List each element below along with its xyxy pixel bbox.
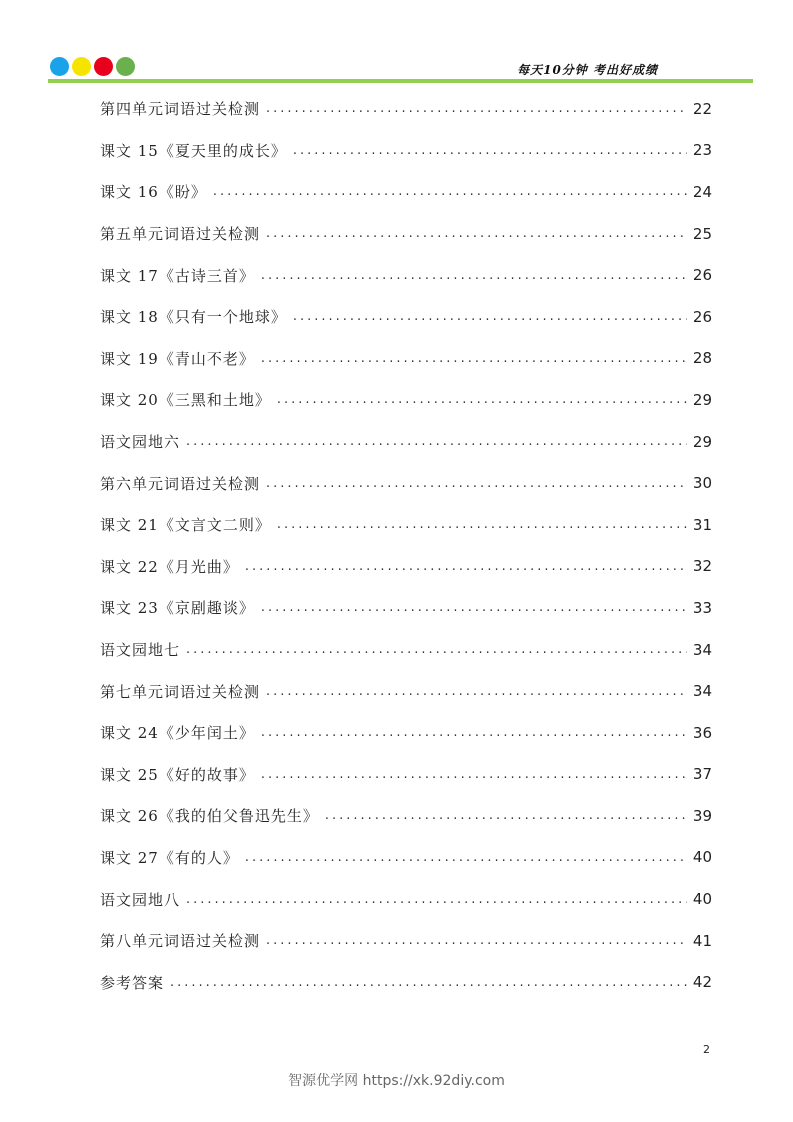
toc-entry-title: 课文 17《古诗三首》 xyxy=(100,266,255,285)
toc-entry-title: 课文 27《有的人》 xyxy=(100,848,239,867)
toc-entry-page: 28 xyxy=(692,349,712,368)
green-dot-icon xyxy=(116,57,135,76)
toc-entry[interactable] xyxy=(100,670,712,712)
toc-entry[interactable] xyxy=(100,754,712,796)
toc-entry-page: 39 xyxy=(692,806,712,825)
toc-entry[interactable] xyxy=(100,254,712,296)
toc-leader-dots xyxy=(293,309,687,324)
toc-entry-page: 36 xyxy=(692,723,712,742)
toc-leader-dots xyxy=(261,600,687,615)
toc-entry-page: 34 xyxy=(692,682,712,701)
toc-entry-title: 课文 21《文言文二则》 xyxy=(100,516,271,535)
toc-entry-page: 30 xyxy=(692,474,712,493)
toc-entry[interactable] xyxy=(100,546,712,588)
toc-entry-page: 42 xyxy=(692,973,712,992)
toc-entry-title: 课文 25《好的故事》 xyxy=(100,765,255,784)
toc-entry[interactable] xyxy=(100,213,712,255)
toc-entry-title: 第五单元词语过关检测 xyxy=(100,225,261,244)
footer-watermark: 智源优学网 https://xk.92diy.com xyxy=(288,1073,505,1089)
toc-entry[interactable] xyxy=(100,920,712,962)
toc-entry-title: 课文 18《只有一个地球》 xyxy=(100,308,287,327)
toc-entry-title: 课文 24《少年闰土》 xyxy=(100,724,255,743)
toc-leader-dots xyxy=(277,392,687,407)
header-rule xyxy=(48,79,753,83)
toc-leader-dots xyxy=(261,767,687,782)
toc-entry[interactable] xyxy=(100,629,712,671)
toc-entry[interactable] xyxy=(100,379,712,421)
page-number: 2 xyxy=(703,1043,710,1056)
toc-leader-dots xyxy=(266,101,687,116)
toc-entry-title: 课文 26《我的伯父鲁迅先生》 xyxy=(100,807,319,826)
toc-entry-page: 41 xyxy=(692,931,712,950)
toc-entry-title: 课文 20《三黑和土地》 xyxy=(100,391,271,410)
toc-leader-dots xyxy=(266,476,687,491)
toc-entry-page: 37 xyxy=(692,765,712,784)
toc-entry[interactable] xyxy=(100,171,712,213)
toc-entry-page: 40 xyxy=(692,848,712,867)
toc-entry-page: 34 xyxy=(692,640,712,659)
toc-entry[interactable] xyxy=(100,961,712,1003)
toc-leader-dots xyxy=(266,684,687,699)
toc-entry-page: 32 xyxy=(692,557,712,576)
toc-entry-title: 第七单元词语过关检测 xyxy=(100,682,261,701)
toc-entry[interactable] xyxy=(100,130,712,172)
yellow-dot-icon xyxy=(72,57,91,76)
toc-entry-page: 33 xyxy=(692,598,712,617)
toc-entry[interactable] xyxy=(100,296,712,338)
toc-leader-dots xyxy=(325,808,687,823)
toc-entry-page: 29 xyxy=(692,432,712,451)
header-slogan: 每天10分钟 考出好成绩 xyxy=(517,63,658,77)
toc-entry-page: 29 xyxy=(692,390,712,409)
toc-entry-page: 40 xyxy=(692,890,712,909)
toc-entry-page: 23 xyxy=(692,141,712,160)
toc-entry-title: 第八单元词语过关检测 xyxy=(100,932,261,951)
toc-leader-dots xyxy=(261,351,687,366)
toc-entry-title: 语文园地六 xyxy=(100,433,181,452)
toc-leader-dots xyxy=(186,892,687,907)
toc-entry-title: 课文 23《京剧趣谈》 xyxy=(100,599,255,618)
toc-entry-title: 语文园地七 xyxy=(100,641,181,660)
toc-entry-title: 课文 16《盼》 xyxy=(100,183,207,202)
toc-entry-page: 25 xyxy=(692,224,712,243)
toc-entry[interactable] xyxy=(100,504,712,546)
toc-entry[interactable] xyxy=(100,878,712,920)
toc-leader-dots xyxy=(213,184,687,199)
toc-entry-title: 第四单元词语过关检测 xyxy=(100,100,261,119)
toc-entry[interactable] xyxy=(100,587,712,629)
toc-entry[interactable] xyxy=(100,795,712,837)
red-dot-icon xyxy=(94,57,113,76)
toc-entry[interactable] xyxy=(100,338,712,380)
toc-entry[interactable] xyxy=(100,712,712,754)
toc-entry-title: 课文 19《青山不老》 xyxy=(100,349,255,368)
toc-leader-dots xyxy=(277,517,687,532)
toc-leader-dots xyxy=(293,143,687,158)
toc-leader-dots xyxy=(170,975,687,990)
logo-dots xyxy=(50,57,135,76)
toc-entry-title: 语文园地八 xyxy=(100,890,181,909)
toc-entry[interactable] xyxy=(100,421,712,463)
toc-entry-title: 第六单元词语过关检测 xyxy=(100,474,261,493)
toc-entry-title: 参考答案 xyxy=(100,973,165,992)
blue-dot-icon xyxy=(50,57,69,76)
toc-entry-page: 22 xyxy=(692,99,712,118)
toc-leader-dots xyxy=(245,850,687,865)
toc-entry-page: 26 xyxy=(692,266,712,285)
toc-leader-dots xyxy=(186,642,687,657)
toc-entry[interactable] xyxy=(100,88,712,130)
page-header xyxy=(0,0,793,90)
toc-entry-page: 31 xyxy=(692,515,712,534)
toc-leader-dots xyxy=(186,434,687,449)
toc-entry[interactable] xyxy=(100,462,712,504)
table-of-contents xyxy=(100,88,712,1003)
toc-entry-page: 24 xyxy=(692,182,712,201)
toc-leader-dots xyxy=(261,725,687,740)
toc-entry[interactable] xyxy=(100,837,712,879)
toc-leader-dots xyxy=(266,933,687,948)
toc-leader-dots xyxy=(261,268,687,283)
toc-entry-title: 课文 15《夏天里的成长》 xyxy=(100,141,287,160)
toc-leader-dots xyxy=(245,559,687,574)
toc-entry-page: 26 xyxy=(692,307,712,326)
toc-leader-dots xyxy=(266,226,687,241)
toc-entry-title: 课文 22《月光曲》 xyxy=(100,557,239,576)
